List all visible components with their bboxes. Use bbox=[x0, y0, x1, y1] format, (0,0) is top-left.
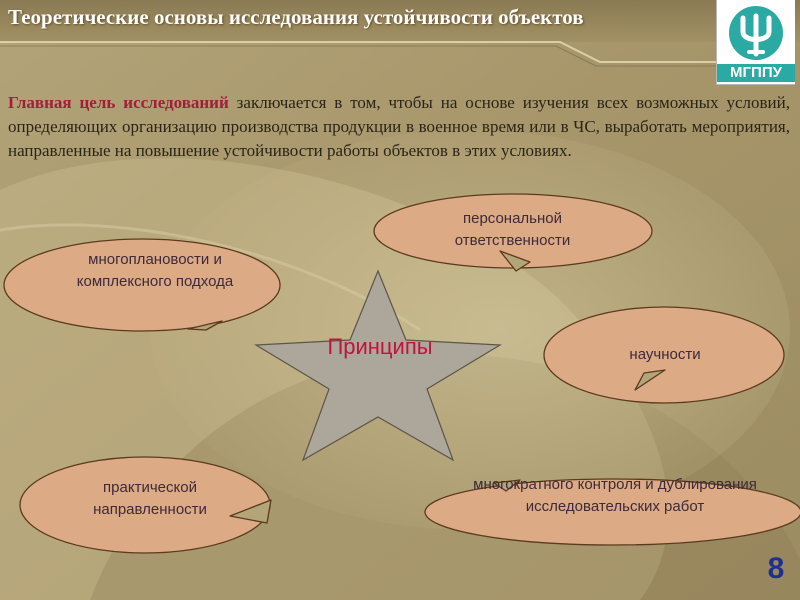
principle-label-scientific: научности bbox=[629, 346, 701, 363]
intro-paragraph bbox=[8, 91, 790, 163]
principle-label-responsibility: персональной ответственности bbox=[454, 210, 571, 249]
principle-label-comprehensive: многоплановости и комплексного подхода bbox=[76, 251, 234, 290]
psi-icon bbox=[717, 2, 795, 64]
principle-label-practical: практической направленности bbox=[93, 479, 207, 518]
logo-text: МГППУ bbox=[717, 64, 795, 82]
page-number: 8 bbox=[767, 552, 785, 585]
principle-label-control: многократного контроля и дублирования исследовательских работ bbox=[473, 476, 757, 515]
star-center-label: Принципы bbox=[327, 334, 433, 359]
intro-lead: Главная цель исследований bbox=[8, 93, 229, 112]
slide-title: Теоретические основы исследования устойчивости объектов bbox=[8, 5, 584, 29]
intro-text: заключается в том, чтобы на основе изучения всех возможных условий, определяющих организацию производства продукции в военное время или в ЧС, выработать мероприятия, направленные на повышение устойчивости работы объектов в этих условиях. bbox=[8, 93, 790, 160]
university-logo bbox=[716, 0, 795, 85]
